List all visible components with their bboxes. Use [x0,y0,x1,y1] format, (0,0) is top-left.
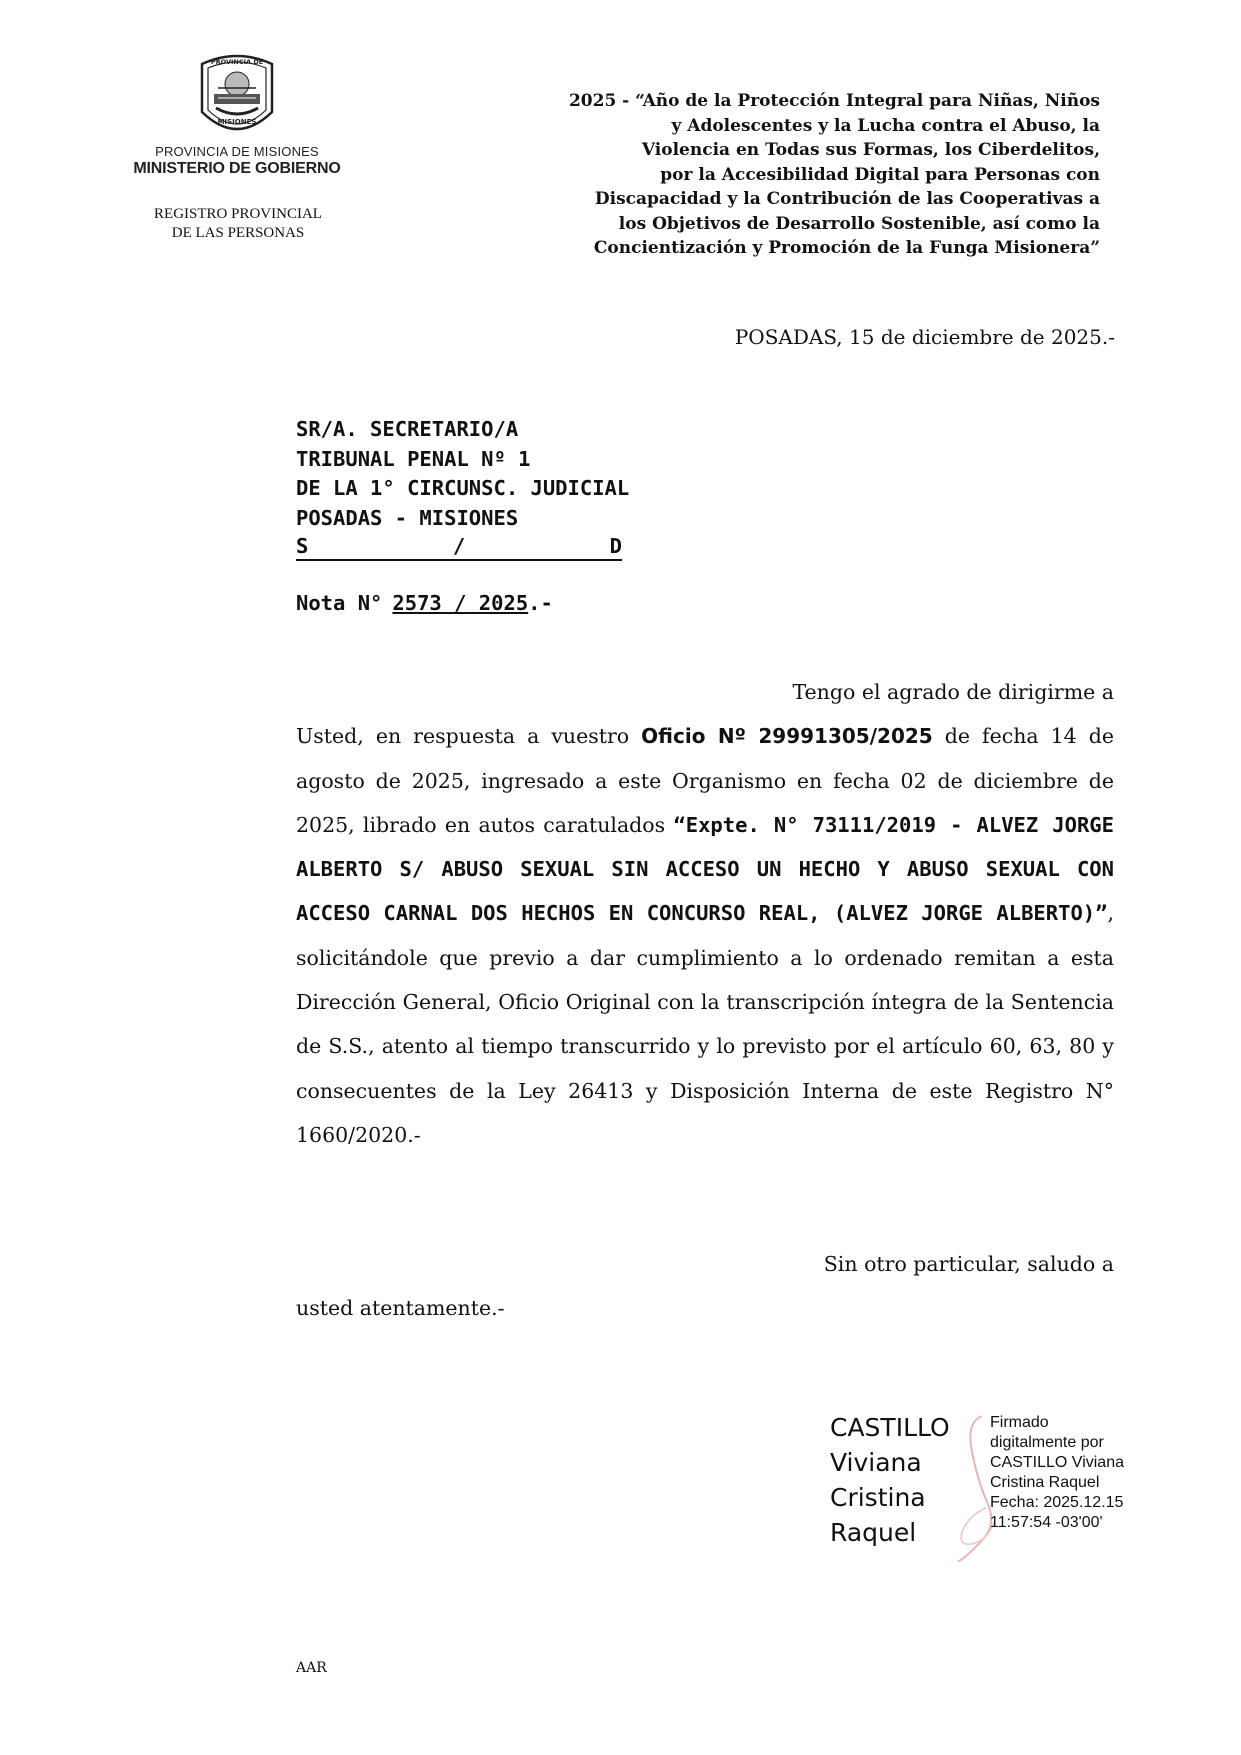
signature-detail-line: Cristina Raquel [990,1474,1100,1491]
sd-s: S [296,534,309,558]
svg-text:MISIONES: MISIONES [217,118,257,126]
signature-name-line: Cristina [830,1483,926,1512]
sd-slash: / [452,534,466,558]
oficio-reference: Oficio Nº 29991305/2025 [641,724,933,749]
svg-text:PROVINCIA DE: PROVINCIA DE [210,58,264,66]
signature-details [990,1413,1124,1533]
registry-line-1: REGISTRO PROVINCIAL [154,206,322,222]
body-part-2: de fecha 14 de agosto de 2025, ingresado a este Organismo en fecha 02 de diciembre de 2025, librado en autos caratulados [296,724,1114,837]
body-part-1: Usted, en respuesta a vuestro [296,724,642,749]
closing-line-2: usted atentamente.- [296,1296,505,1320]
motto-line: los Objetivos de Desarrollo Sostenible, así como la [618,213,1100,234]
signature-detail-line: Firmado [990,1414,1049,1431]
sd-d: D [609,534,622,558]
expediente-reference: “Expte. N° 73111/2019 - ALVEZ JORGE ALBERTO S/ ABUSO SEXUAL SIN ACCESO UN HECHO Y ABUSO SEXUAL CON ACCESO CARNAL DOS HECHOS EN CONCURSO REAL, (ALVEZ JORGE ALBERTO)” [296,812,1114,926]
recipient-block [296,415,629,561]
ministry-name: MINISTERIO DE GOBIERNO [133,160,341,177]
motto-line: por la Accesibilidad Digital para Personas con [660,164,1100,185]
body-opening: Tengo el agrado de dirigirme a [792,680,1114,704]
signature-name-line: CASTILLO [830,1413,950,1442]
closing-line-1: Sin otro particular, saludo a [823,1252,1114,1276]
motto-line: y Adolescentes y la Lucha contra el Abuso, la [671,115,1100,136]
nota-suffix: .- [528,591,553,615]
signature-name [830,1410,950,1550]
signature-detail-line: 11:57:54 -03'00' [990,1514,1103,1531]
provincial-seal-logo [196,50,278,142]
registry-line-2: DE LAS PERSONAS [171,225,305,241]
body-part-3: , solicitándole que previo a dar cumplimiento a lo ordenado remitan a esta Dirección General, Oficio Original con la transcripción íntegra de la Sentencia de S.S., atento al tiempo transcurrido y lo previsto por el artículo 60, 63, 80 y consecuentes de la Ley 26413 y Disposición Interna de este Registro N° 1660/2020.- [296,901,1114,1147]
province-name: PROVINCIA DE MISIONES [155,144,319,159]
signature-name-line: Viviana [830,1448,922,1477]
recipient-line-2: TRIBUNAL PENAL Nº 1 [296,446,531,471]
nota-label: Nota N° [296,591,383,615]
signature-detail-line: Fecha: 2025.12.15 [990,1494,1124,1511]
nota-number-line [296,591,553,615]
signature-name-line: Raquel [830,1518,917,1547]
recipient-line-4: POSADAS - MISIONES [296,505,519,530]
ministry-block [110,144,364,178]
motto-line: Concientización y Promoción de la Funga Misionera” [593,238,1100,258]
signature-detail-line: digitalmente por [990,1434,1104,1451]
registry-block [118,205,358,243]
date-line: POSADAS, 15 de diciembre de 2025.- [734,325,1115,349]
motto-line: 2025 - “Año de la Protección Integral para Niñas, Niños [568,91,1100,111]
recipient-line-3: DE LA 1° CIRCUNSC. JUDICIAL [296,476,630,500]
motto-line: Violencia en Todas sus Formas, los Ciberdelitos, [641,140,1100,160]
motto-line: Discapacidad y la Contribución de las Cooperativas a [594,189,1100,209]
signature-detail-line: CASTILLO Viviana [990,1454,1124,1471]
author-initials: AAR [296,1660,327,1676]
recipient-line-1: SR/A. SECRETARIO/A [296,417,519,441]
recipient-sd-line [296,533,622,561]
letter-body [296,670,1114,1157]
year-motto [470,89,1100,261]
nota-number: 2573 / 2025 [392,591,529,615]
closing-block [296,1242,1114,1330]
